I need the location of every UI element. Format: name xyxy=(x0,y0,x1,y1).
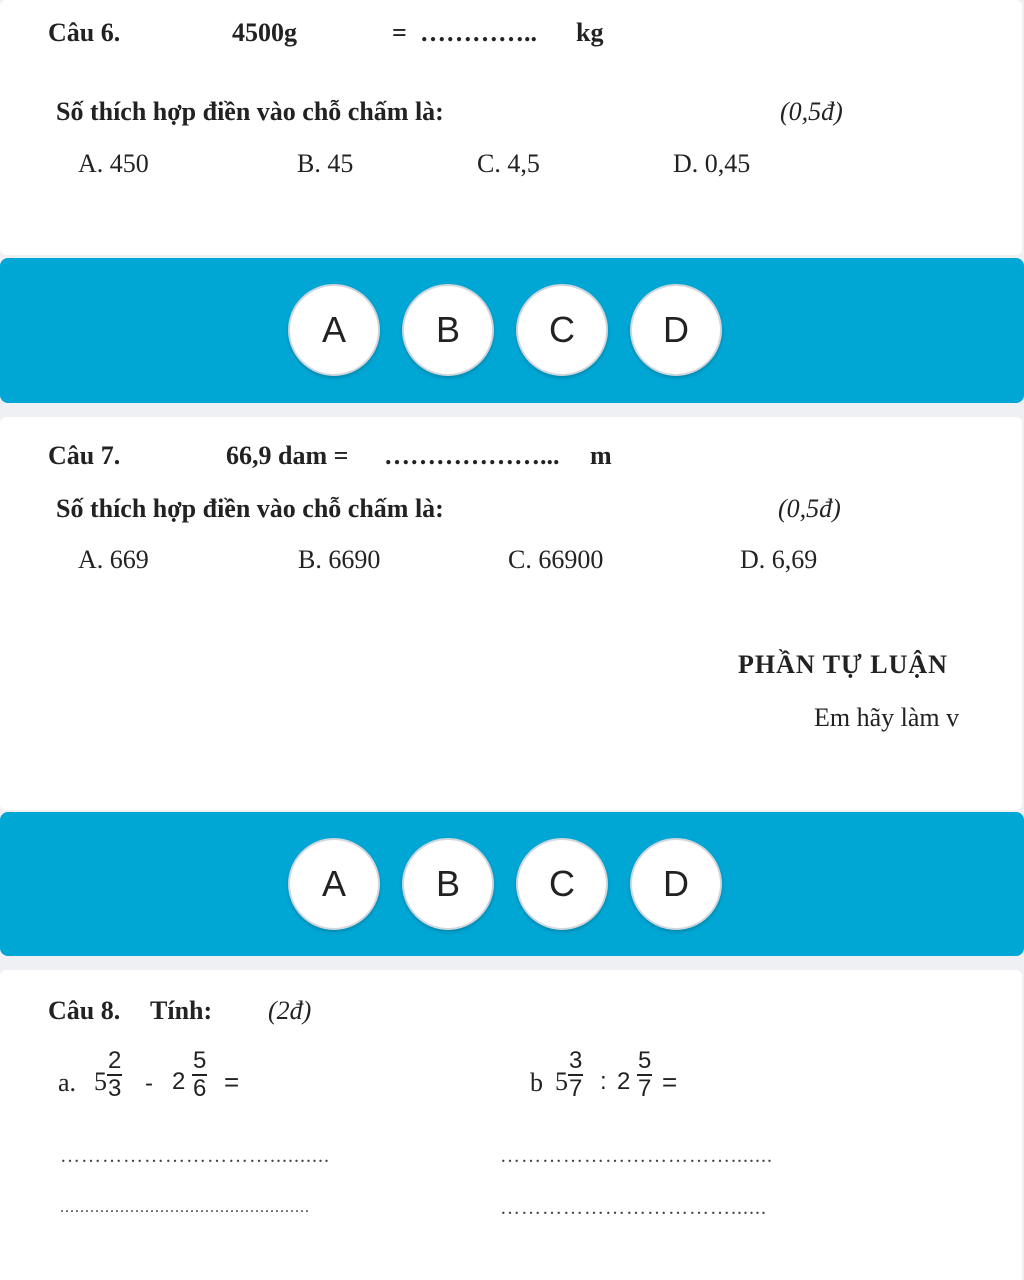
q8b-fraction-1 xyxy=(568,1049,583,1101)
answer-2-button-c[interactable]: C xyxy=(516,838,608,930)
q6-lhs: 4500g xyxy=(232,18,297,47)
q8a-answer-line-1: ………………………….......... xyxy=(60,1145,330,1167)
q7-label: Câu 7. xyxy=(48,441,121,470)
q8a-whole-2: 2 xyxy=(172,1068,186,1095)
answer-2-button-b[interactable]: B xyxy=(402,838,494,930)
q8a-equals: = xyxy=(224,1067,240,1097)
q6-unit: kg xyxy=(576,18,604,47)
answer-1-button-d[interactable]: D xyxy=(630,284,722,376)
q7-expression: 66,9 dam = xyxy=(226,441,349,470)
q6-option-a: A. 450 xyxy=(78,149,149,178)
q7-points: (0,5đ) xyxy=(778,494,841,523)
answer-2-button-a[interactable]: A xyxy=(288,838,380,930)
q7-prompt: Số thích hợp điền vào chỗ chấm là: xyxy=(56,494,444,523)
q8b-operator: : xyxy=(600,1068,607,1095)
q8b-answer-line-1: ……………………………....... xyxy=(500,1145,773,1167)
q8b-whole-2: 2 xyxy=(617,1068,631,1095)
answer-bar-1 xyxy=(0,258,1024,403)
q8a-numerator-2: 5 xyxy=(193,1047,207,1074)
q8-points: (2đ) xyxy=(268,996,312,1025)
q6-equals: = xyxy=(392,18,407,47)
q8-title: Tính: xyxy=(150,996,213,1025)
q7-option-b: B. 6690 xyxy=(298,545,381,574)
q6-option-c: C. 4,5 xyxy=(477,149,540,178)
q8b-label: b xyxy=(530,1068,543,1097)
q7-unit: m xyxy=(590,441,612,470)
q8a-numerator-1: 2 xyxy=(108,1047,122,1074)
q8b-whole-1: 5 xyxy=(555,1067,568,1096)
answer-1-button-a[interactable]: A xyxy=(288,284,380,376)
section-title: PHẦN TỰ LUẬN xyxy=(738,650,948,679)
q8b-fraction-2 xyxy=(637,1049,652,1101)
q7-blank: ………………... xyxy=(384,441,560,470)
q8a-fraction-1 xyxy=(107,1049,122,1101)
section-instruction: Em hãy làm v xyxy=(814,703,960,732)
q8a-answer-line-2: .................................................. xyxy=(60,1199,310,1216)
answer-bar-2 xyxy=(0,812,1024,956)
q6-option-d: D. 0,45 xyxy=(673,149,751,178)
q8b-denominator-1: 7 xyxy=(569,1075,583,1102)
q8b-numerator-2: 5 xyxy=(638,1047,652,1074)
question-6-card xyxy=(0,0,1022,255)
answer-1-button-b[interactable]: B xyxy=(402,284,494,376)
question-8-card xyxy=(0,970,1022,1280)
q6-label: Câu 6. xyxy=(48,18,121,47)
q8b-denominator-2: 7 xyxy=(638,1075,652,1102)
q8a-fraction-2 xyxy=(192,1049,207,1101)
q8b-answer-line-2: ……………………………...... xyxy=(500,1197,767,1219)
question-7-card xyxy=(0,417,1022,810)
q8a-label: a. xyxy=(58,1068,77,1097)
q8a-operator: - xyxy=(145,1070,153,1097)
q8a-whole-1: 5 xyxy=(94,1067,107,1096)
q7-option-a: A. 669 xyxy=(78,545,149,574)
q6-prompt: Số thích hợp điền vào chỗ chấm là: xyxy=(56,97,444,126)
q8a-denominator-2: 6 xyxy=(193,1075,207,1102)
q7-option-c: C. 66900 xyxy=(508,545,604,574)
q6-blank: ………….. xyxy=(420,18,537,47)
q6-points: (0,5đ) xyxy=(780,97,843,126)
q8a-denominator-1: 3 xyxy=(108,1075,122,1102)
q8-label: Câu 8. xyxy=(48,996,121,1025)
q8b-numerator-1: 3 xyxy=(569,1047,583,1074)
q7-option-d: D. 6,69 xyxy=(740,545,818,574)
q8b-equals: = xyxy=(662,1067,678,1097)
q6-option-b: B. 45 xyxy=(297,149,354,178)
answer-2-button-d[interactable]: D xyxy=(630,838,722,930)
answer-1-button-c[interactable]: C xyxy=(516,284,608,376)
